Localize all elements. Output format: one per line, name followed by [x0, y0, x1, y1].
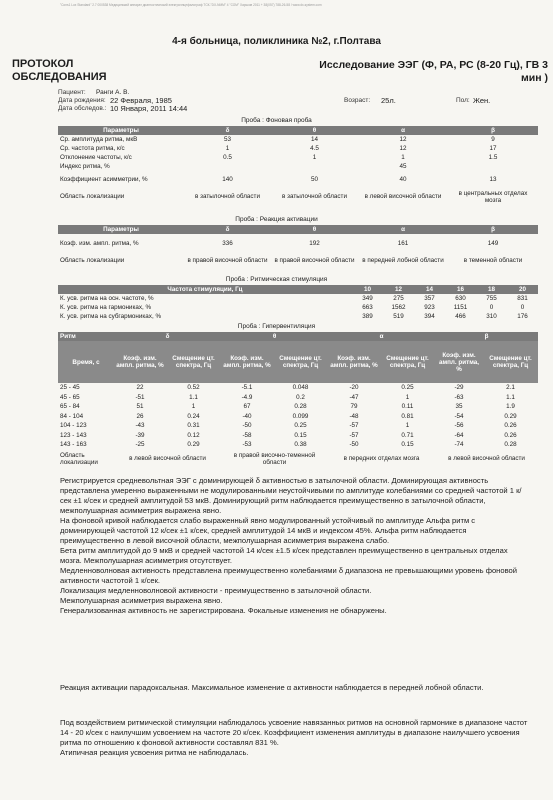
hv-header-delta: δ — [114, 332, 221, 341]
hv-cell: 0.81 — [401, 412, 414, 420]
birth-date-value: 22 Февраля, 1985 — [110, 96, 172, 105]
hv-cell: 79 — [350, 403, 358, 411]
hv-cell: 1 — [405, 422, 410, 430]
section-background-title: Проба : Фоновая проба — [241, 117, 312, 124]
bg-header-delta: δ — [184, 126, 271, 135]
hv-cell: 1.9 — [506, 403, 515, 411]
act-row-label: Область локализации — [60, 257, 125, 264]
hv-cell: 0.15 — [401, 441, 414, 449]
bg-header-beta: β — [448, 126, 538, 135]
hv-cell: 0.11 — [401, 403, 414, 411]
hv-cell: -5.1 — [241, 384, 253, 392]
bg-cell: 1.5 — [488, 154, 498, 161]
hv-cell: 0.29 — [504, 412, 517, 420]
bg-row-label: Ср. амплитуда ритма, мкВ — [60, 136, 138, 143]
conclusion-paragraph: Локализация медленноволновой активности - преимущественно в затылочной области. — [60, 586, 372, 595]
hv-cell: -57 — [349, 422, 359, 430]
act-header-beta: β — [448, 225, 538, 234]
protocol-title — [12, 58, 142, 84]
ph-cell: 1151 — [453, 304, 468, 311]
bg-row-label: Ср. частота ритма, к/с — [60, 145, 125, 152]
clinic-title: 4-я больница, поликлиника №2, г.Полтава — [172, 36, 381, 47]
ph-cell: 755 — [486, 295, 497, 302]
study-title-line2: мин ) — [521, 72, 548, 84]
hv-cell: -51 — [135, 393, 145, 401]
hv-cell: -64 — [454, 431, 464, 439]
hv-cell: 1.1 — [189, 393, 198, 401]
ph-cell: 630 — [455, 295, 466, 302]
bg-cell: в центральных отделах мозга — [458, 189, 528, 204]
bg-cell: 13 — [489, 176, 497, 183]
hv-cell: 0.26 — [504, 431, 517, 439]
conclusion-paragraph: Медленноволновая активность представлена преимущественно колебаниями δ диапазона не превышающими уровень фоновой активности частотой 1 к/сек. — [60, 566, 518, 585]
hv-subheader: Коэф. изм. ампл. ритма, % — [114, 341, 166, 383]
hv-cell: 26 — [136, 412, 144, 420]
hv-time: 123 - 143 — [60, 431, 87, 439]
conclusion-paragraph: Генерализованная активность не зарегистрирована. Фокальные изменения не обнаружены. — [60, 606, 387, 615]
hv-loc-delta: в левой височной области — [129, 455, 206, 462]
photic-table — [58, 285, 538, 321]
hv-subheader: Коэф. изм. ампл. ритма, % — [328, 341, 380, 383]
protocol-title-line1: ПРОТОКОЛ — [12, 58, 74, 70]
study-title-line1: Исследование ЭЭГ (Ф, РА, РС (8-20 Гц), ГВ 3 — [319, 59, 548, 71]
act-cell: 149 — [487, 239, 499, 247]
bg-row-label: Отклонение частоты, к/с — [60, 154, 132, 161]
hv-cell: 0.24 — [187, 412, 200, 420]
hv-subheader: Коэф. изм. ампл. ритма, % — [221, 341, 273, 383]
ph-cell: 0 — [520, 304, 525, 311]
ph-header-18: 18 — [476, 285, 507, 294]
exam-date-value: 10 Января, 2011 14:44 — [110, 104, 188, 113]
bg-cell: 4.5 — [310, 145, 319, 152]
bg-header-theta: θ — [271, 126, 358, 135]
hv-cell: 2.1 — [506, 384, 515, 392]
hyperventilation-table — [58, 332, 538, 468]
bg-cell: 12 — [399, 136, 407, 143]
hv-loc-label: Область локализации — [60, 451, 98, 466]
hv-cell: -4.9 — [241, 393, 253, 401]
hv-cell: 1 — [405, 393, 410, 401]
hv-cell: -29 — [454, 384, 464, 392]
act-cell: в правой височной области — [274, 257, 355, 264]
ph-header-freq: Частота стимуляции, Гц — [58, 285, 352, 294]
bg-cell — [448, 162, 538, 171]
bg-cell: 14 — [310, 136, 318, 143]
ph-cell: 663 — [362, 304, 373, 311]
activation-conclusion: Реакция активации парадоксальная. Максимальное изменение α активности наблюдается в передней лобной области. — [60, 683, 484, 692]
ph-header-10: 10 — [352, 285, 383, 294]
ph-row-label: К. усв. ритма на осн. частоте, % — [60, 295, 154, 302]
bg-cell: 1 — [401, 154, 405, 161]
act-header-theta: θ — [271, 225, 358, 234]
bg-row-label: Область локализации — [60, 193, 125, 200]
hv-cell: -39 — [135, 431, 145, 439]
section-photic-title: Проба : Ритмическая стимуляция — [225, 276, 328, 283]
hv-cell: -58 — [242, 431, 252, 439]
hv-header-beta: β — [435, 332, 538, 341]
hv-loc-beta: в левой височной области — [448, 455, 525, 462]
hv-header-rhythm: Ритм — [58, 332, 114, 341]
hv-cell: 35 — [455, 403, 463, 411]
act-cell: в правой височной области — [187, 257, 268, 264]
patient-name-value: Ранги А. В. — [96, 89, 130, 96]
bg-row-label: Индекс ритма, % — [60, 163, 110, 170]
act-cell: 336 — [222, 239, 233, 247]
hv-cell: 67 — [243, 403, 251, 411]
bg-cell: 0.5 — [223, 154, 232, 161]
bg-cell: 50 — [310, 176, 318, 183]
hv-time: 143 - 163 — [60, 441, 87, 449]
hv-header-alpha: α — [328, 332, 435, 341]
bg-cell: в затылочной области — [195, 193, 260, 200]
bg-header-alpha: α — [358, 126, 448, 135]
hv-subheader: Смещение цт. спектра, Гц — [380, 341, 435, 383]
bg-cell: 1 — [312, 154, 317, 161]
hv-subheader: Коэф. изм. ампл. ритма, % — [435, 341, 483, 383]
hv-cell: -25 — [135, 441, 145, 449]
bg-cell: 12 — [399, 145, 407, 152]
bg-cell: 53 — [223, 136, 231, 143]
photic-conclusion — [60, 718, 530, 758]
birth-date-label: Дата рождения: — [58, 97, 106, 104]
hv-cell: 22 — [136, 384, 144, 392]
bg-cell — [271, 162, 358, 171]
act-cell: 192 — [309, 239, 320, 247]
bg-cell: 9 — [491, 136, 495, 143]
exam-date-label: Дата обследов.: — [58, 105, 107, 112]
hv-cell: -43 — [135, 422, 145, 430]
hv-subheader: Смещение цт. спектра, Гц — [483, 341, 538, 383]
hv-header-time: Время, с — [58, 341, 114, 383]
photic-conclusion-paragraph: Под воздействием ритмической стимуляции наблюдалось усвоение навязанных ритмов на основной гармонике в диапазоне частот 14 - 20 к/сек с наилучшим усвоением на частоте 20 к/сек. Коэффициент изменения амплитуды в диапазоне наилучшего усвоения ритма по отношению к фоновой активности составлял 831 %. — [60, 718, 528, 747]
hv-cell: 0.52 — [187, 384, 200, 392]
bg-cell — [184, 162, 271, 171]
ph-cell: 923 — [424, 304, 435, 311]
hv-time: 25 - 45 — [60, 384, 80, 392]
hv-cell: -53 — [242, 441, 252, 449]
hv-cell: -54 — [454, 412, 464, 420]
hv-cell: 1.1 — [506, 393, 515, 401]
act-cell: в передней лобной области — [362, 257, 444, 264]
hv-subheader: Смещение цт. спектра, Гц — [166, 341, 221, 383]
ph-cell: 275 — [393, 295, 404, 302]
ph-cell: 349 — [362, 295, 373, 302]
ph-header-16: 16 — [445, 285, 476, 294]
photic-conclusion-paragraph: Атипичная реакция усвоения ритма не наблюдалась. — [60, 748, 249, 757]
study-title — [248, 59, 548, 85]
age-value: 25л. — [381, 96, 396, 105]
hv-cell: 0.38 — [294, 441, 307, 449]
ph-cell: 176 — [517, 313, 528, 320]
ph-cell: 357 — [424, 295, 435, 302]
hv-cell: -50 — [349, 441, 359, 449]
bg-cell: 40 — [399, 176, 407, 183]
hv-time: 84 - 104 — [60, 412, 84, 420]
hv-cell: -47 — [349, 393, 359, 401]
conclusion-text — [60, 476, 530, 616]
conclusion-paragraph: Межполушарная асимметрия выражена явно. — [60, 596, 223, 605]
bg-cell: 17 — [489, 145, 497, 152]
act-row-label: Коэф. изм. ампл. ритма, % — [60, 239, 139, 247]
background-table — [58, 126, 538, 205]
ph-header-12: 12 — [383, 285, 414, 294]
hv-cell: -57 — [349, 431, 359, 439]
act-cell: 161 — [397, 239, 409, 247]
ph-header-14: 14 — [414, 285, 445, 294]
ph-header-20: 20 — [507, 285, 538, 294]
bg-cell: в левой височной области — [364, 193, 442, 200]
act-cell: в теменной области — [463, 257, 523, 264]
hv-cell: -56 — [454, 422, 464, 430]
hv-time: 65 - 84 — [60, 403, 80, 411]
age-label: Возраст: — [344, 97, 371, 104]
hv-cell: -50 — [242, 422, 252, 430]
protocol-title-line2: ОБСЛЕДОВАНИЯ — [12, 71, 107, 83]
patient-info — [58, 89, 538, 113]
hv-cell: -48 — [349, 412, 359, 420]
section-activation-title: Проба : Реакция активации — [235, 216, 318, 223]
section-hyperventilation-title: Проба : Гипервентиляция — [237, 323, 316, 330]
act-header-delta: δ — [184, 225, 271, 234]
hv-cell: -20 — [349, 384, 359, 392]
bg-cell: 45 — [399, 163, 407, 170]
bg-header-params: Параметры — [58, 126, 184, 135]
hv-loc-theta: в правой височно-теменной области — [233, 451, 316, 466]
ph-cell: 1562 — [391, 304, 406, 311]
hv-cell: 0.25 — [401, 384, 414, 392]
hv-subheader: Смещение цт. спектра, Гц — [273, 341, 328, 383]
ph-cell: 519 — [393, 313, 404, 320]
ph-row-label: К. усв. ритма на субгармониках, % — [60, 313, 162, 320]
hv-cell: 0.12 — [187, 431, 200, 439]
patient-name-label: Пациент: — [58, 89, 86, 96]
hv-cell: -40 — [242, 412, 252, 420]
ph-cell: 831 — [517, 295, 528, 302]
bg-cell: 1 — [225, 145, 230, 152]
activation-table — [58, 225, 538, 269]
hv-time: 104 - 123 — [60, 422, 87, 430]
hv-cell: 0.28 — [294, 403, 307, 411]
hv-loc-alpha: в передних отделах мозга — [343, 455, 420, 462]
hv-cell: 0.099 — [292, 412, 309, 420]
bg-cell: 140 — [222, 176, 233, 183]
hv-cell: 0.28 — [504, 441, 517, 449]
hv-cell: -74 — [454, 441, 464, 449]
hv-cell: 0.15 — [294, 431, 307, 439]
conclusion-paragraph: Бета ритм амплитудой до 9 мкВ и средней частотой 14 к/сек ±1.5 к/сек представлен преимущественно в центральных отделах мозга. Межполушарная асимметрия отсутствует. — [60, 546, 508, 565]
ph-cell: 466 — [455, 313, 466, 320]
hv-cell: 0.26 — [504, 422, 517, 430]
hv-cell: 0.71 — [401, 431, 414, 439]
conclusion-paragraph: На фоновой кривой наблюдается слабо выраженный явно модулированный устойчивый по амплитуде Альфа ритм с доминирующей частотой 12 к/сек ±1 к/сек, средней амплитудой 14 мкВ и индексом 45%. Альфа ритм наблюдается преимущественно в левой височной области, межполушарная асимметрия выражена слабо. — [60, 516, 476, 545]
hv-cell: 51 — [136, 403, 144, 411]
ph-cell: 0 — [489, 304, 494, 311]
ph-cell: 389 — [362, 313, 373, 320]
bg-row-label: Коэффициент асимметрии, % — [60, 176, 148, 183]
hv-cell: -63 — [454, 393, 464, 401]
header-software-line: "Cons1 Lux Standard" 2.7 000538 Медицинский аппарат диагностический электроэнцефалограф ТСК-"DX-NMM" 4 "СОМ" Харьков 2011 + 38(057) 788-26-58 / www.dx-system.com — [60, 3, 322, 7]
ph-cell: 310 — [486, 313, 497, 320]
bg-cell: в затылочной области — [282, 193, 347, 200]
act-header-alpha: α — [358, 225, 448, 234]
hv-cell: 0.048 — [292, 384, 309, 392]
conclusion-paragraph: Регистрируется средневольтная ЭЭГ с доминирующей δ активностью в затылочной области. Доминирующая активность представлена умеренно выраженными не модулированными неустойчивыми по амплитуде колебаниями со средней частотой 1 к/сек ±1 к/сек и средней амплитудой 53 мкВ. Доминирующий ритм наблюдается преимущественно в затылочной области, межполушарная асимметрия выражена явно. — [60, 476, 522, 515]
sex-label: Пол: — [456, 97, 470, 104]
hv-cell: 0.2 — [296, 393, 305, 401]
ph-row-label: К. усв. ритма на гармониках, % — [60, 304, 152, 311]
ph-cell: 394 — [424, 313, 435, 320]
hv-cell: 0.29 — [187, 441, 200, 449]
hv-header-theta: θ — [221, 332, 328, 341]
act-header-params: Параметры — [58, 225, 184, 234]
hv-cell: 0.25 — [294, 422, 307, 430]
hv-cell: 0.31 — [187, 422, 200, 430]
hv-time: 45 - 65 — [60, 393, 80, 401]
hv-cell: 1 — [191, 403, 196, 411]
sex-value: Жен. — [473, 96, 491, 105]
